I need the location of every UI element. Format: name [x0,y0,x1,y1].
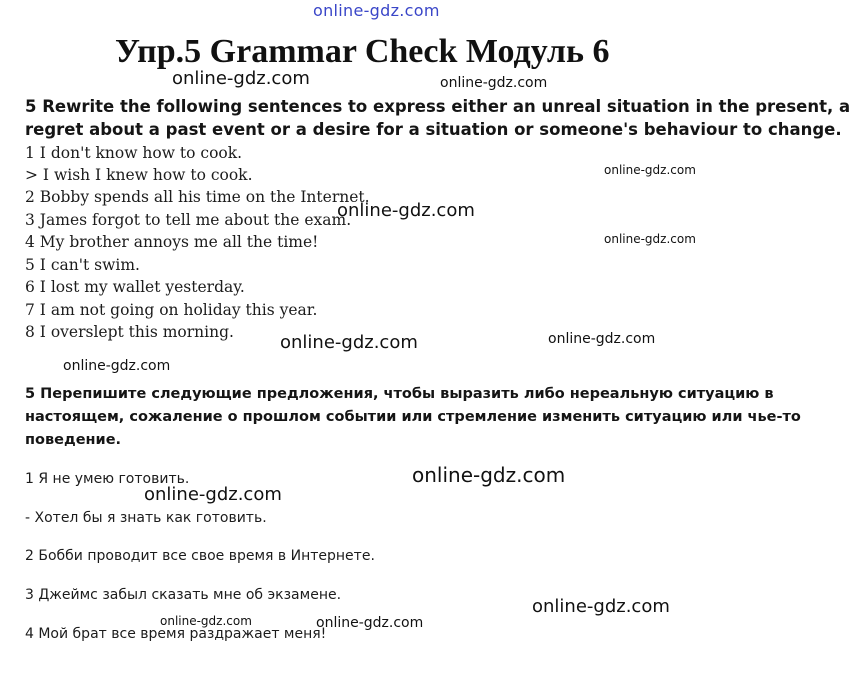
russian-task-line: 5 Перепишите следующие предложения, чтобы выразить либо нереальную ситуацию в [25,386,774,402]
english-sentence: > I wish I knew how to cook. [25,166,253,184]
watermark: online-gdz.com [440,75,548,91]
watermark: online-gdz.com [604,232,696,246]
english-sentence: 2 Bobby spends all his time on the Internet. [25,188,370,206]
watermark: online-gdz.com [63,358,171,374]
russian-task-line: поведение. [25,432,122,448]
english-sentence: 5 I can't swim. [25,256,140,274]
english-sentence: 7 I am not going on holiday this year. [25,301,318,319]
russian-sentence: 4 Мой брат все время раздражает меня! [25,626,327,642]
english-sentence: 8 I overslept this morning. [25,323,234,341]
russian-sentence: 3 Джеймс забыл сказать мне об экзамене. [25,587,342,603]
english-task-line: 5 Rewrite the following sentences to express either an unreal situation in the present, a [25,97,850,116]
english-sentence: 4 My brother annoys me all the time! [25,233,319,251]
watermark: online-gdz.com [532,596,670,617]
russian-sentence: - Хотел бы я знать как готовить. [25,510,267,526]
russian-sentence: 2 Бобби проводит все свое время в Интернете. [25,548,375,564]
english-task-line: regret about a past event or a desire for a situation or someone's behaviour to change. [25,120,842,139]
watermark: online-gdz.com [316,615,424,631]
english-sentence: 3 James forgot to tell me about the exam. [25,211,352,229]
english-sentence: 6 I lost my wallet yesterday. [25,278,245,296]
watermark: online-gdz.com [548,331,656,347]
watermark: online-gdz.com [337,200,475,221]
russian-task-line: настоящем, сожаление о прошлом событии или стремление изменить ситуацию или чье-то [25,409,801,425]
top-watermark: online-gdz.com [313,1,440,20]
watermark: online-gdz.com [172,68,310,89]
watermark: online-gdz.com [604,163,696,177]
watermark: online-gdz.com [160,614,252,628]
english-sentence: 1 I don't know how to cook. [25,144,243,162]
page-title: Упр.5 Grammar Check Модуль 6 [115,33,610,70]
watermark: online-gdz.com [144,484,282,505]
watermark: online-gdz.com [412,463,566,487]
watermark: online-gdz.com [280,332,418,353]
russian-sentence: 1 Я не умею готовить. [25,471,190,487]
